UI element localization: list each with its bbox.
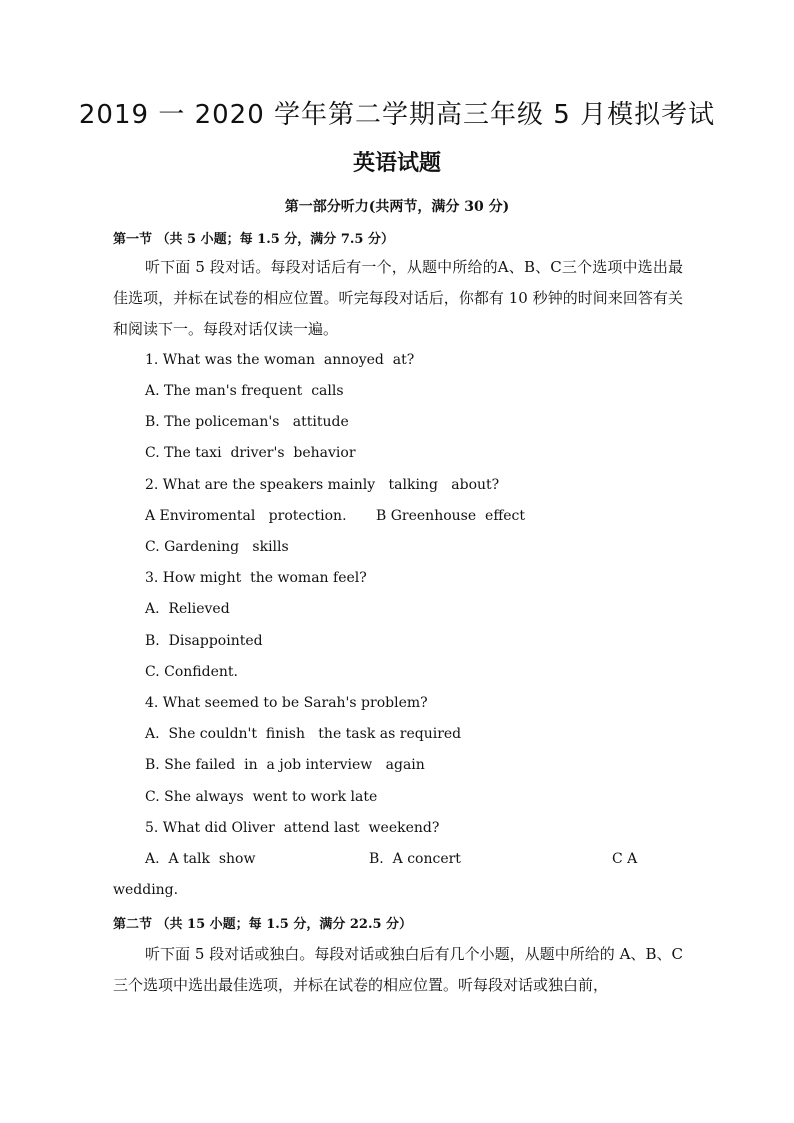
question-1-option-c: C. The taxi driver's behavior	[145, 445, 356, 461]
question-2-option-c: C. Gardening skills	[145, 539, 289, 555]
question-4-option-c: C. She always went to work late	[145, 789, 378, 805]
question-5-option-c: C A	[612, 851, 638, 867]
section1-heading: 第一节 （共 5 小题；每 1.5 分，满分 7.5 分）	[113, 232, 394, 247]
question-4-option-b: B. She failed in a job interview again	[145, 757, 425, 773]
question-1-option-a: A. The man's frequent calls	[145, 383, 344, 399]
question-4-option-a: A. She couldn't finish the task as required	[145, 726, 462, 742]
question-3-stem: 3. How might the woman feel?	[145, 570, 367, 586]
question-3-option-c: C. Confident.	[145, 664, 238, 680]
question-5-option-a: A. A talk show	[145, 851, 256, 867]
question-2-option-a: A Enviromental protection.	[145, 508, 347, 524]
question-5-option-b: B. A concert	[369, 851, 461, 867]
section2-instructions: 听下面 5 段对话或独白。每段对话或独白后有几个小题，从题中所给的 A、B、C 三个选项中选出最佳选项，并标在试卷的相应位置。听每段对话或独白前，	[113, 945, 683, 994]
exam-subtitle: 英语试题	[352, 150, 441, 176]
section1-instructions: 听下面 5 段对话。每段对话后有一个，从题中所给的A、B、C三个选项中选出最佳选项，并标在试卷的相应位置。听完每段对话后，你都有 10 秒钟的时间来回答有关和阅读下一。每段对话仅读一遍。	[113, 258, 683, 338]
question-1-stem: 1. What was the woman annoyed at?	[145, 352, 415, 368]
question-4-stem: 4. What seemed to be Sarah's problem?	[145, 695, 428, 711]
question-3-option-b: B. Disappointed	[145, 633, 263, 649]
question-5-option-c-continued: wedding.	[113, 882, 179, 898]
section2-heading: 第二节 （共 15 小题；每 1.5 分，满分 22.5 分）	[113, 917, 413, 932]
question-2-option-b: B Greenhouse effect	[376, 508, 526, 524]
exam-title: 2019 一 2020 学年第二学期高三年级 5 月模拟考试	[78, 100, 716, 130]
part1-heading: 第一部分听力(共两节，满分 30 分)	[284, 199, 510, 215]
question-3-option-a: A. Relieved	[145, 601, 230, 617]
question-5-stem: 5. What did Oliver attend last weekend?	[145, 820, 440, 836]
question-1-option-b: B. The policeman's attitude	[145, 414, 349, 430]
question-2-stem: 2. What are the speakers mainly talking about?	[145, 477, 500, 493]
